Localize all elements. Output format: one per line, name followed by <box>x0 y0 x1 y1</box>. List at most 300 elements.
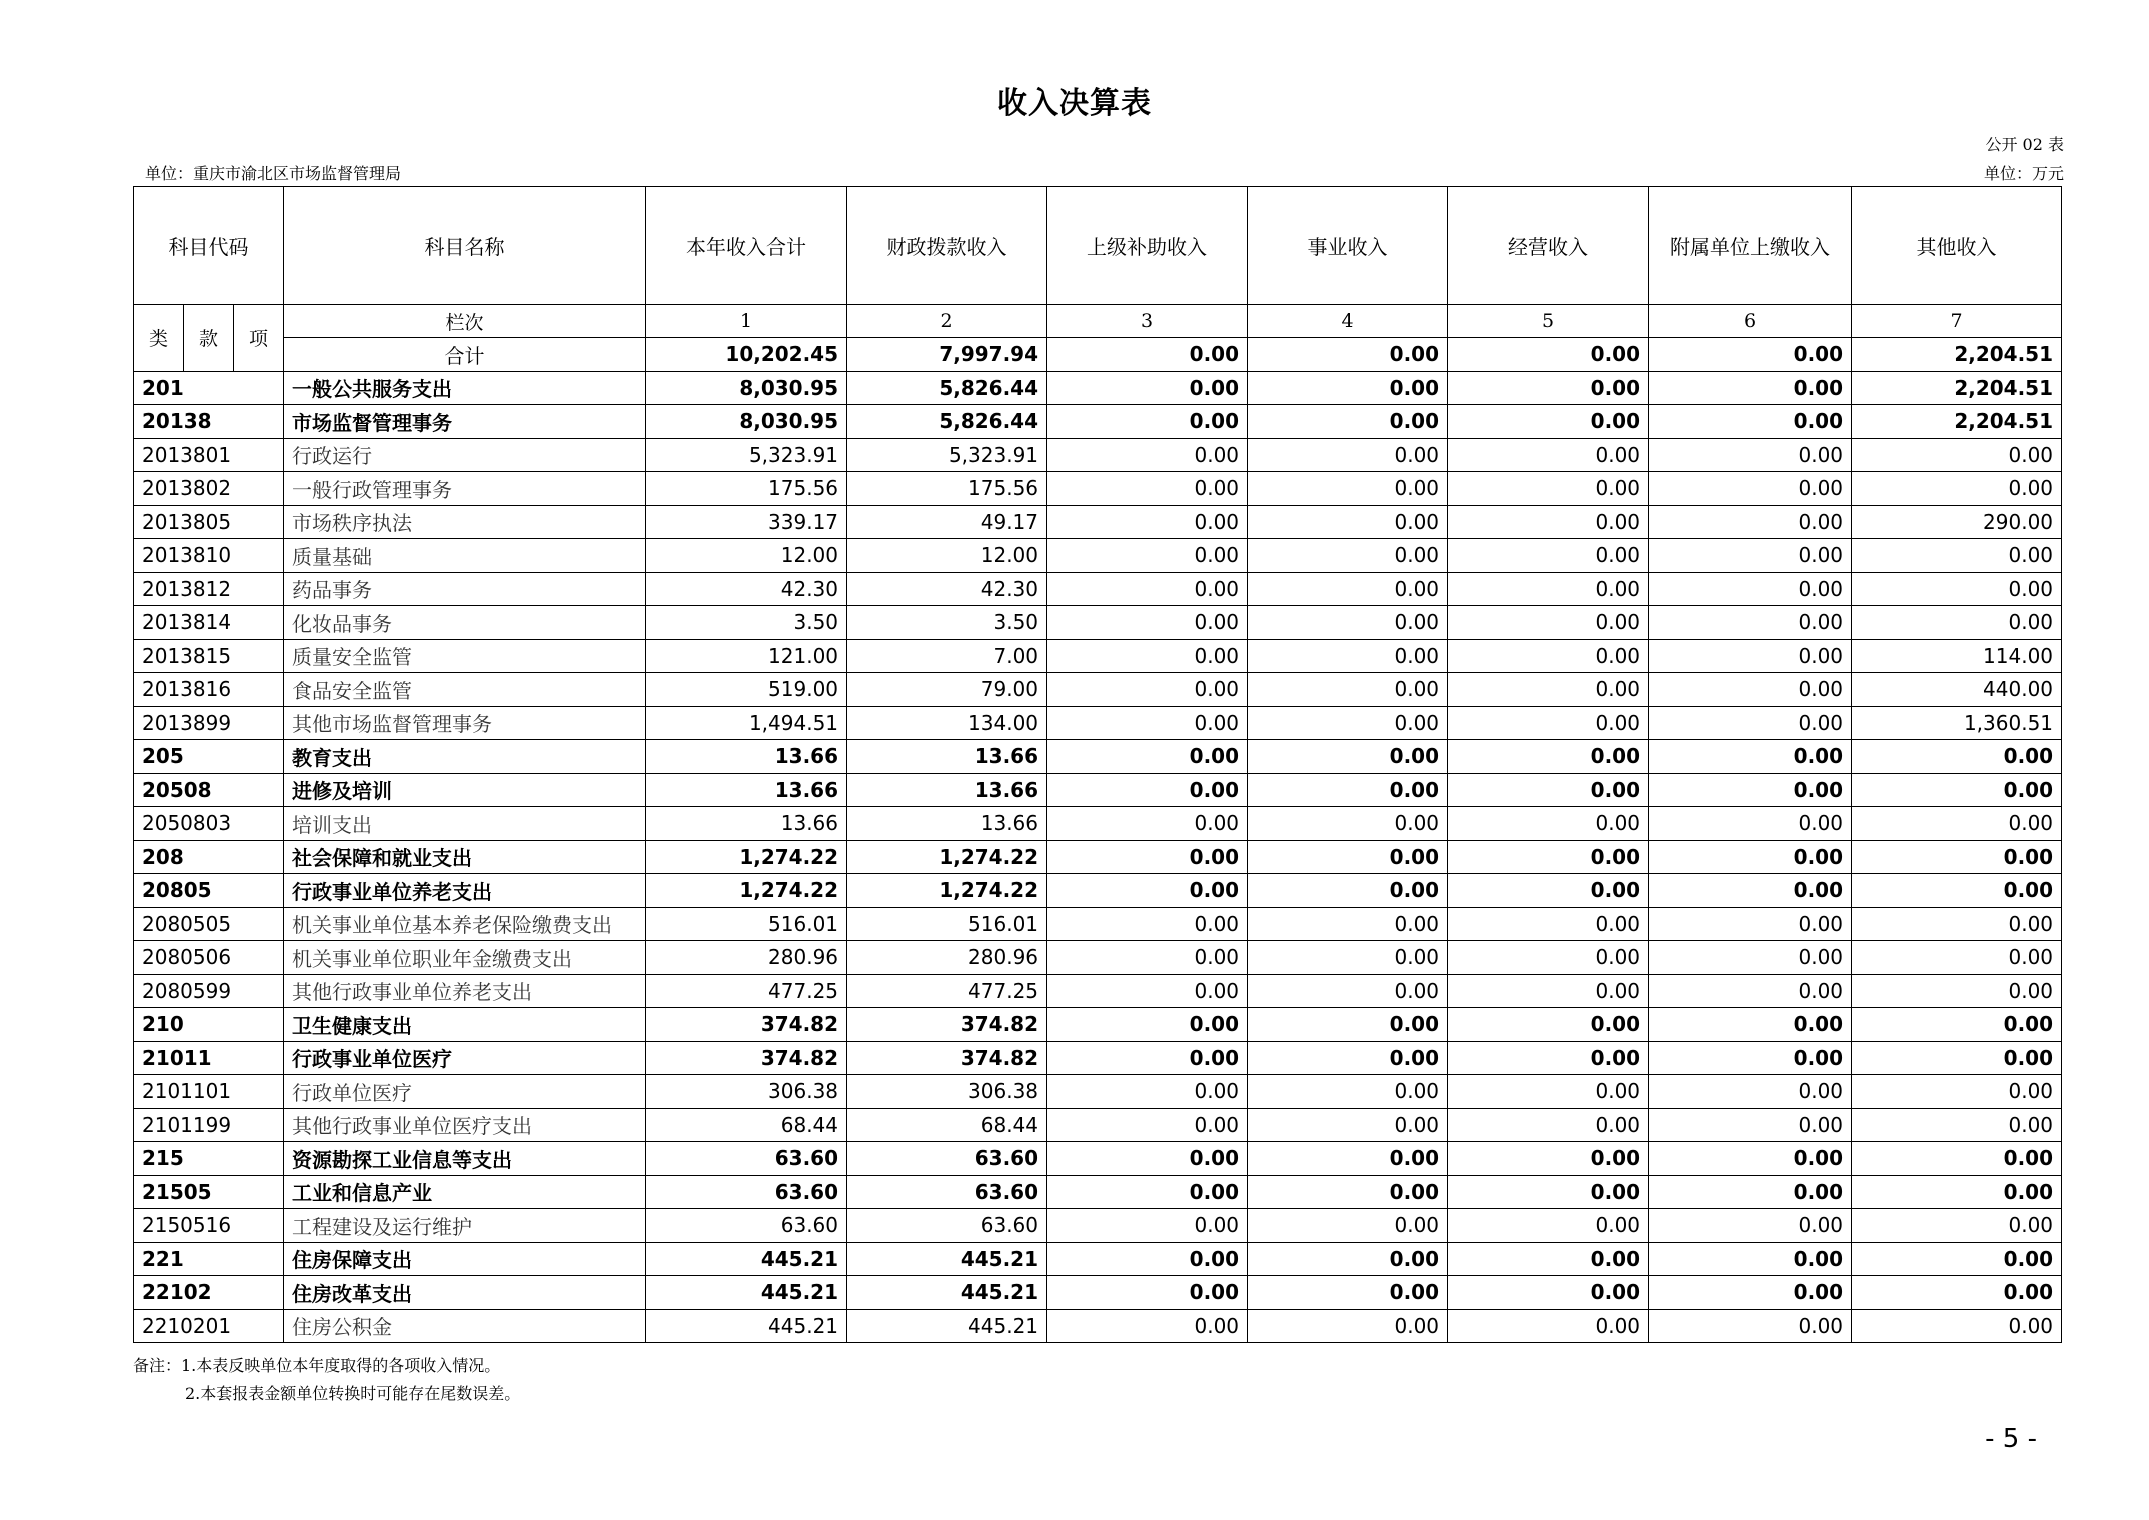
value-c2: 12.00 <box>847 539 1047 573</box>
value-c4: 0.00 <box>1248 472 1448 506</box>
value-c2: 280.96 <box>847 941 1047 975</box>
unit-currency: 单位：万元 <box>1983 164 2064 183</box>
header-code: 科目代码 <box>134 187 284 305</box>
value-c4: 0.00 <box>1248 1142 1448 1176</box>
value-c5: 0.00 <box>1448 1242 1649 1276</box>
value-c2: 49.17 <box>847 505 1047 539</box>
subject-code: 20508 <box>134 773 284 807</box>
value-c3: 0.00 <box>1047 907 1248 941</box>
subject-code: 2013812 <box>134 572 284 606</box>
value-c2: 5,826.44 <box>847 371 1047 405</box>
value-c7: 0.00 <box>1852 807 2062 841</box>
subject-name: 质量基础 <box>284 539 646 573</box>
subject-name: 机关事业单位基本养老保险缴费支出 <box>284 907 646 941</box>
value-c5: 0.00 <box>1448 907 1649 941</box>
value-c1: 306.38 <box>646 1075 847 1109</box>
value-c1: 12.00 <box>646 539 847 573</box>
subject-code: 2101199 <box>134 1108 284 1142</box>
header-c7: 其他收入 <box>1852 187 2062 305</box>
subject-code: 22102 <box>134 1276 284 1310</box>
subject-name: 住房公积金 <box>284 1309 646 1343</box>
value-c1: 374.82 <box>646 1041 847 1075</box>
value-c6: 0.00 <box>1649 505 1852 539</box>
value-c4: 0.00 <box>1248 807 1448 841</box>
header-c4: 事业收入 <box>1248 187 1448 305</box>
value-c3: 0.00 <box>1047 572 1248 606</box>
value-c1: 5,323.91 <box>646 438 847 472</box>
subject-name: 工程建设及运行维护 <box>284 1209 646 1243</box>
value-c2: 445.21 <box>847 1309 1047 1343</box>
subject-code: 221 <box>134 1242 284 1276</box>
total-c1: 10,202.45 <box>646 338 847 372</box>
value-c4: 0.00 <box>1248 840 1448 874</box>
header-c5: 经营收入 <box>1448 187 1649 305</box>
value-c1: 3.50 <box>646 606 847 640</box>
value-c5: 0.00 <box>1448 505 1649 539</box>
value-c6: 0.00 <box>1649 706 1852 740</box>
value-c2: 516.01 <box>847 907 1047 941</box>
value-c6: 0.00 <box>1649 1175 1852 1209</box>
value-c2: 1,274.22 <box>847 840 1047 874</box>
value-c6: 0.00 <box>1649 1309 1852 1343</box>
header-c3: 上级补助收入 <box>1047 187 1248 305</box>
value-c6: 0.00 <box>1649 840 1852 874</box>
value-c6: 0.00 <box>1649 438 1852 472</box>
subject-code: 21011 <box>134 1041 284 1075</box>
subject-code: 2080599 <box>134 974 284 1008</box>
value-c3: 0.00 <box>1047 1075 1248 1109</box>
subject-name: 其他市场监督管理事务 <box>284 706 646 740</box>
col-no-1: 1 <box>646 305 847 338</box>
value-c5: 0.00 <box>1448 773 1649 807</box>
column-number-row <box>134 305 2062 338</box>
value-c6: 0.00 <box>1649 639 1852 673</box>
value-c6: 0.00 <box>1649 974 1852 1008</box>
total-c2: 7,997.94 <box>847 338 1047 372</box>
col-no-7: 7 <box>1852 305 2062 338</box>
value-c3: 0.00 <box>1047 639 1248 673</box>
value-c5: 0.00 <box>1448 740 1649 774</box>
table-row <box>134 1309 2062 1343</box>
value-c7: 0.00 <box>1852 941 2062 975</box>
subject-code: 20138 <box>134 405 284 439</box>
table-row <box>134 1142 2062 1176</box>
subject-name: 资源勘探工业信息等支出 <box>284 1142 646 1176</box>
subject-code: 205 <box>134 740 284 774</box>
value-c7: 0.00 <box>1852 539 2062 573</box>
subject-name: 机关事业单位职业年金缴费支出 <box>284 941 646 975</box>
value-c6: 0.00 <box>1649 1276 1852 1310</box>
value-c1: 13.66 <box>646 773 847 807</box>
header-kuan: 款 <box>184 305 234 372</box>
value-c6: 0.00 <box>1649 405 1852 439</box>
value-c3: 0.00 <box>1047 1041 1248 1075</box>
value-c2: 1,274.22 <box>847 874 1047 908</box>
subject-name: 行政单位医疗 <box>284 1075 646 1109</box>
value-c2: 7.00 <box>847 639 1047 673</box>
value-c4: 0.00 <box>1248 773 1448 807</box>
value-c3: 0.00 <box>1047 1276 1248 1310</box>
value-c5: 0.00 <box>1448 639 1649 673</box>
value-c7: 440.00 <box>1852 673 2062 707</box>
value-c4: 0.00 <box>1248 371 1448 405</box>
table-row <box>134 438 2062 472</box>
value-c7: 0.00 <box>1852 572 2062 606</box>
value-c2: 63.60 <box>847 1142 1047 1176</box>
header-xiang: 项 <box>234 305 284 372</box>
subject-code: 20805 <box>134 874 284 908</box>
value-c4: 0.00 <box>1248 539 1448 573</box>
value-c5: 0.00 <box>1448 539 1649 573</box>
notes <box>133 1352 520 1408</box>
value-c6: 0.00 <box>1649 807 1852 841</box>
subject-name: 市场秩序执法 <box>284 505 646 539</box>
subject-name: 一般行政管理事务 <box>284 472 646 506</box>
value-c2: 42.30 <box>847 572 1047 606</box>
subject-code: 2013815 <box>134 639 284 673</box>
table-row <box>134 673 2062 707</box>
value-c6: 0.00 <box>1649 673 1852 707</box>
value-c1: 13.66 <box>646 740 847 774</box>
value-c5: 0.00 <box>1448 1008 1649 1042</box>
value-c4: 0.00 <box>1248 505 1448 539</box>
table-row <box>134 1008 2062 1042</box>
note-line-1: 备注：1.本表反映单位本年度取得的各项收入情况。 <box>133 1356 501 1375</box>
header-c1: 本年收入合计 <box>646 187 847 305</box>
header-row <box>134 187 2062 305</box>
subject-code: 2050803 <box>134 807 284 841</box>
total-row <box>134 338 2062 372</box>
value-c4: 0.00 <box>1248 405 1448 439</box>
value-c1: 1,494.51 <box>646 706 847 740</box>
value-c4: 0.00 <box>1248 1175 1448 1209</box>
value-c5: 0.00 <box>1448 1142 1649 1176</box>
subject-code: 2013816 <box>134 673 284 707</box>
value-c5: 0.00 <box>1448 807 1649 841</box>
table-row <box>134 706 2062 740</box>
value-c3: 0.00 <box>1047 606 1248 640</box>
value-c1: 175.56 <box>646 472 847 506</box>
page-title: 收入决算表 <box>997 86 1152 121</box>
form-number: 公开 02 表 <box>1985 135 2064 154</box>
value-c5: 0.00 <box>1448 1309 1649 1343</box>
value-c4: 0.00 <box>1248 673 1448 707</box>
table-row <box>134 1276 2062 1310</box>
col-no-6: 6 <box>1649 305 1852 338</box>
value-c5: 0.00 <box>1448 673 1649 707</box>
value-c3: 0.00 <box>1047 438 1248 472</box>
value-c2: 63.60 <box>847 1175 1047 1209</box>
value-c2: 13.66 <box>847 807 1047 841</box>
value-c7: 1,360.51 <box>1852 706 2062 740</box>
value-c7: 0.00 <box>1852 1242 2062 1276</box>
subject-code: 208 <box>134 840 284 874</box>
value-c5: 0.00 <box>1448 706 1649 740</box>
subject-name: 住房保障支出 <box>284 1242 646 1276</box>
table-row <box>134 840 2062 874</box>
subject-name: 行政事业单位养老支出 <box>284 874 646 908</box>
subject-code: 2080506 <box>134 941 284 975</box>
value-c6: 0.00 <box>1649 1008 1852 1042</box>
value-c4: 0.00 <box>1248 974 1448 1008</box>
subject-code: 2080505 <box>134 907 284 941</box>
value-c1: 477.25 <box>646 974 847 1008</box>
value-c4: 0.00 <box>1248 1108 1448 1142</box>
page-number: - 5 - <box>1985 1424 2037 1454</box>
value-c7: 0.00 <box>1852 974 2062 1008</box>
subject-name: 化妆品事务 <box>284 606 646 640</box>
value-c7: 2,204.51 <box>1852 405 2062 439</box>
value-c5: 0.00 <box>1448 974 1649 1008</box>
value-c3: 0.00 <box>1047 1175 1248 1209</box>
value-c4: 0.00 <box>1248 874 1448 908</box>
value-c2: 5,323.91 <box>847 438 1047 472</box>
unit-organization: 单位：重庆市渝北区市场监督管理局 <box>145 164 402 183</box>
value-c2: 445.21 <box>847 1242 1047 1276</box>
value-c6: 0.00 <box>1649 941 1852 975</box>
value-c2: 175.56 <box>847 472 1047 506</box>
value-c7: 114.00 <box>1852 639 2062 673</box>
subject-code: 2013899 <box>134 706 284 740</box>
table-row <box>134 740 2062 774</box>
table-row <box>134 1209 2062 1243</box>
col-no-4: 4 <box>1248 305 1448 338</box>
table-row <box>134 1108 2062 1142</box>
value-c1: 8,030.95 <box>646 405 847 439</box>
value-c1: 1,274.22 <box>646 874 847 908</box>
value-c6: 0.00 <box>1649 1041 1852 1075</box>
note-line-2: 2.本套报表金额单位转换时可能存在尾数误差。 <box>185 1384 521 1403</box>
value-c6: 0.00 <box>1649 740 1852 774</box>
value-c1: 280.96 <box>646 941 847 975</box>
value-c6: 0.00 <box>1649 539 1852 573</box>
value-c5: 0.00 <box>1448 874 1649 908</box>
total-c4: 0.00 <box>1248 338 1448 372</box>
value-c4: 0.00 <box>1248 572 1448 606</box>
value-c7: 0.00 <box>1852 907 2062 941</box>
value-c3: 0.00 <box>1047 1008 1248 1042</box>
value-c2: 68.44 <box>847 1108 1047 1142</box>
value-c2: 5,826.44 <box>847 405 1047 439</box>
header-c2: 财政拨款收入 <box>847 187 1047 305</box>
value-c7: 2,204.51 <box>1852 371 2062 405</box>
value-c7: 0.00 <box>1852 1008 2062 1042</box>
header-lei: 类 <box>134 305 184 372</box>
value-c6: 0.00 <box>1649 606 1852 640</box>
value-c1: 68.44 <box>646 1108 847 1142</box>
table-row <box>134 639 2062 673</box>
value-c3: 0.00 <box>1047 941 1248 975</box>
value-c2: 374.82 <box>847 1041 1047 1075</box>
subject-code: 2013814 <box>134 606 284 640</box>
value-c7: 0.00 <box>1852 740 2062 774</box>
value-c6: 0.00 <box>1649 1242 1852 1276</box>
value-c1: 63.60 <box>646 1142 847 1176</box>
value-c7: 0.00 <box>1852 438 2062 472</box>
value-c5: 0.00 <box>1448 840 1649 874</box>
value-c7: 0.00 <box>1852 840 2062 874</box>
value-c6: 0.00 <box>1649 371 1852 405</box>
value-c7: 0.00 <box>1852 1276 2062 1310</box>
value-c5: 0.00 <box>1448 1209 1649 1243</box>
subject-name: 进修及培训 <box>284 773 646 807</box>
table-row <box>134 874 2062 908</box>
value-c4: 0.00 <box>1248 1309 1448 1343</box>
value-c3: 0.00 <box>1047 807 1248 841</box>
value-c7: 0.00 <box>1852 1309 2062 1343</box>
total-c5: 0.00 <box>1448 338 1649 372</box>
table-row <box>134 505 2062 539</box>
subject-code: 21505 <box>134 1175 284 1209</box>
subject-name: 其他行政事业单位医疗支出 <box>284 1108 646 1142</box>
value-c3: 0.00 <box>1047 1142 1248 1176</box>
value-c7: 0.00 <box>1852 606 2062 640</box>
value-c4: 0.00 <box>1248 1008 1448 1042</box>
value-c7: 0.00 <box>1852 1175 2062 1209</box>
subject-name: 卫生健康支出 <box>284 1008 646 1042</box>
subject-code: 201 <box>134 371 284 405</box>
table-row <box>134 606 2062 640</box>
value-c7: 0.00 <box>1852 773 2062 807</box>
subject-name: 市场监督管理事务 <box>284 405 646 439</box>
value-c3: 0.00 <box>1047 1108 1248 1142</box>
value-c1: 445.21 <box>646 1242 847 1276</box>
value-c6: 0.00 <box>1649 907 1852 941</box>
subject-code: 2210201 <box>134 1309 284 1343</box>
value-c7: 290.00 <box>1852 505 2062 539</box>
subject-name: 一般公共服务支出 <box>284 371 646 405</box>
value-c4: 0.00 <box>1248 941 1448 975</box>
subject-name: 其他行政事业单位养老支出 <box>284 974 646 1008</box>
value-c2: 3.50 <box>847 606 1047 640</box>
total-c6: 0.00 <box>1649 338 1852 372</box>
value-c1: 519.00 <box>646 673 847 707</box>
value-c5: 0.00 <box>1448 472 1649 506</box>
value-c2: 134.00 <box>847 706 1047 740</box>
value-c6: 0.00 <box>1649 472 1852 506</box>
subject-code: 2101101 <box>134 1075 284 1109</box>
value-c3: 0.00 <box>1047 1209 1248 1243</box>
value-c1: 63.60 <box>646 1209 847 1243</box>
value-c7: 0.00 <box>1852 472 2062 506</box>
value-c5: 0.00 <box>1448 1108 1649 1142</box>
subject-code: 2013802 <box>134 472 284 506</box>
value-c3: 0.00 <box>1047 740 1248 774</box>
value-c3: 0.00 <box>1047 773 1248 807</box>
value-c1: 374.82 <box>646 1008 847 1042</box>
col-no-5: 5 <box>1448 305 1649 338</box>
value-c1: 516.01 <box>646 907 847 941</box>
value-c5: 0.00 <box>1448 1075 1649 1109</box>
subject-name: 教育支出 <box>284 740 646 774</box>
table-row <box>134 1175 2062 1209</box>
table-row <box>134 1075 2062 1109</box>
value-c7: 0.00 <box>1852 1041 2062 1075</box>
table-row <box>134 371 2062 405</box>
table-row <box>134 941 2062 975</box>
value-c6: 0.00 <box>1649 773 1852 807</box>
value-c6: 0.00 <box>1649 1075 1852 1109</box>
value-c3: 0.00 <box>1047 706 1248 740</box>
value-c4: 0.00 <box>1248 606 1448 640</box>
value-c7: 0.00 <box>1852 874 2062 908</box>
value-c4: 0.00 <box>1248 907 1448 941</box>
value-c2: 13.66 <box>847 740 1047 774</box>
value-c6: 0.00 <box>1649 572 1852 606</box>
subject-name: 住房改革支出 <box>284 1276 646 1310</box>
value-c3: 0.00 <box>1047 539 1248 573</box>
subject-code: 2013805 <box>134 505 284 539</box>
value-c7: 0.00 <box>1852 1108 2062 1142</box>
value-c5: 0.00 <box>1448 405 1649 439</box>
value-c1: 445.21 <box>646 1276 847 1310</box>
value-c4: 0.00 <box>1248 740 1448 774</box>
value-c1: 63.60 <box>646 1175 847 1209</box>
value-c1: 8,030.95 <box>646 371 847 405</box>
value-c4: 0.00 <box>1248 438 1448 472</box>
value-c4: 0.00 <box>1248 1276 1448 1310</box>
value-c3: 0.00 <box>1047 405 1248 439</box>
value-c3: 0.00 <box>1047 371 1248 405</box>
value-c7: 0.00 <box>1852 1142 2062 1176</box>
value-c3: 0.00 <box>1047 974 1248 1008</box>
col-no-2: 2 <box>847 305 1047 338</box>
subject-name: 质量安全监管 <box>284 639 646 673</box>
value-c3: 0.00 <box>1047 1242 1248 1276</box>
value-c3: 0.00 <box>1047 472 1248 506</box>
value-c5: 0.00 <box>1448 941 1649 975</box>
value-c2: 374.82 <box>847 1008 1047 1042</box>
value-c2: 63.60 <box>847 1209 1047 1243</box>
value-c1: 1,274.22 <box>646 840 847 874</box>
value-c1: 42.30 <box>646 572 847 606</box>
subject-code: 215 <box>134 1142 284 1176</box>
value-c6: 0.00 <box>1649 874 1852 908</box>
total-c7: 2,204.51 <box>1852 338 2062 372</box>
value-c1: 121.00 <box>646 639 847 673</box>
subject-name: 行政运行 <box>284 438 646 472</box>
value-c5: 0.00 <box>1448 371 1649 405</box>
table-row <box>134 807 2062 841</box>
header-c6: 附属单位上缴收入 <box>1649 187 1852 305</box>
table-row <box>134 539 2062 573</box>
table-row <box>134 472 2062 506</box>
table-row <box>134 773 2062 807</box>
value-c6: 0.00 <box>1649 1142 1852 1176</box>
value-c5: 0.00 <box>1448 1041 1649 1075</box>
subject-name: 工业和信息产业 <box>284 1175 646 1209</box>
value-c1: 445.21 <box>646 1309 847 1343</box>
value-c4: 0.00 <box>1248 1075 1448 1109</box>
value-c3: 0.00 <box>1047 874 1248 908</box>
total-c3: 0.00 <box>1047 338 1248 372</box>
value-c2: 477.25 <box>847 974 1047 1008</box>
value-c4: 0.00 <box>1248 1242 1448 1276</box>
value-c3: 0.00 <box>1047 1309 1248 1343</box>
value-c4: 0.00 <box>1248 1041 1448 1075</box>
value-c6: 0.00 <box>1649 1209 1852 1243</box>
value-c2: 13.66 <box>847 773 1047 807</box>
value-c1: 13.66 <box>646 807 847 841</box>
value-c4: 0.00 <box>1248 706 1448 740</box>
subject-code: 2013801 <box>134 438 284 472</box>
subject-name: 培训支出 <box>284 807 646 841</box>
table-row <box>134 907 2062 941</box>
value-c5: 0.00 <box>1448 572 1649 606</box>
value-c2: 445.21 <box>847 1276 1047 1310</box>
subject-name: 行政事业单位医疗 <box>284 1041 646 1075</box>
table-row <box>134 405 2062 439</box>
